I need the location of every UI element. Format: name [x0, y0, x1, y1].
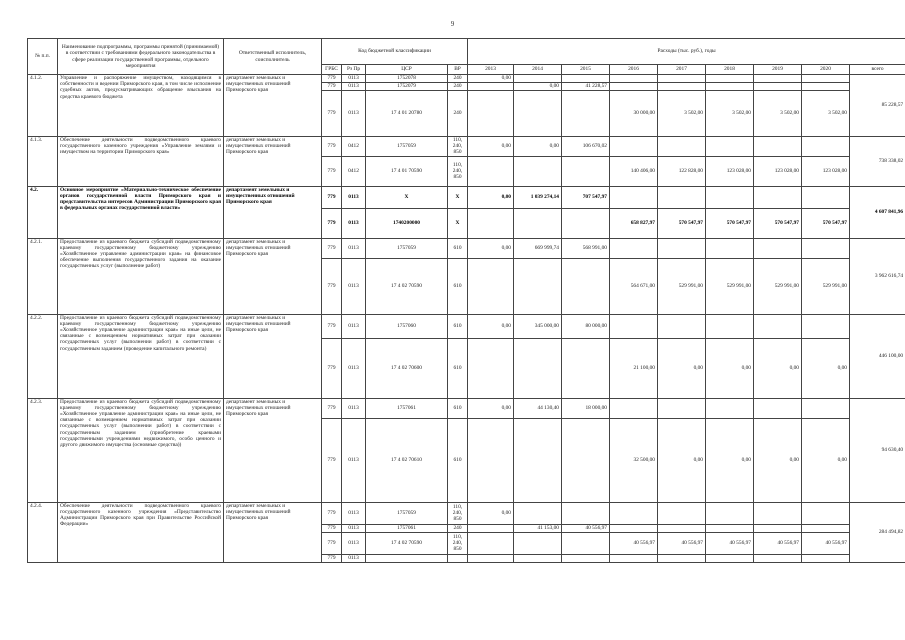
cell-year-2018: 3 502,00 [706, 91, 754, 137]
header-budget-code: Код бюджетной классификации [322, 39, 468, 65]
cell-year-2015 [562, 208, 610, 238]
cell-year-2018 [706, 554, 754, 562]
header-year-2019: 2019 [754, 65, 802, 75]
cell-year-2020: 0,00 [802, 418, 850, 502]
cell-year-2014 [514, 502, 562, 524]
row-total: 446 100,00 [850, 314, 905, 398]
cell-year-2019: 570 547,97 [754, 208, 802, 238]
cell-grbs: 779 [322, 91, 342, 137]
cell-year-2015: 41 228,57 [562, 83, 610, 91]
cell-year-2020: 123 028,00 [802, 156, 850, 186]
row-responsible: департамент земельных и имущественных отношений Приморского края [224, 75, 322, 137]
cell-vr: X [448, 208, 468, 238]
cell-year-2013: 0,00 [468, 398, 514, 418]
cell-year-2019: 529 991,00 [754, 258, 802, 314]
cell-year-2020 [802, 502, 850, 524]
cell-year-2016: 564 671,00 [610, 258, 658, 314]
cell-year-2013: 0,00 [468, 186, 514, 208]
cell-rzpr: 0113 [342, 554, 366, 562]
cell-year-2016 [610, 238, 658, 258]
header-csr: ЦСР [366, 65, 448, 75]
cell-year-2016 [610, 502, 658, 524]
cell-year-2017: 529 991,00 [658, 258, 706, 314]
cell-rzpr: 0113 [342, 418, 366, 502]
header-vr: ВР [448, 65, 468, 75]
cell-year-2020 [802, 554, 850, 562]
cell-year-2014: 345 000,00 [514, 314, 562, 338]
cell-vr: 610 [448, 238, 468, 258]
cell-year-2017: 122 828,00 [658, 156, 706, 186]
cell-year-2018 [706, 238, 754, 258]
cell-year-2020: 40 556,97 [802, 532, 850, 554]
cell-year-2014: 44 130,40 [514, 398, 562, 418]
cell-year-2017 [658, 238, 706, 258]
cell-year-2016: 32 500,00 [610, 418, 658, 502]
row-name: Обеспечение деятельности подведомственного краевого государственного казенного учреждения «Представительство Администрации Приморского края при Правительстве Российской Федерации» [58, 502, 224, 562]
row-responsible: департамент земельных и имущественных отношений Приморского края [224, 186, 322, 238]
row-name: Основное мероприятие «Материально-техническое обеспечение органов государственной власти Приморского края и представительства интересов Администрации Приморского края в федеральных органах государственной власти» [58, 186, 224, 238]
row-responsible: департамент земельных и имущественных отношений Приморского края [224, 137, 322, 187]
cell-year-2017 [658, 524, 706, 532]
header-year-2016: 2016 [610, 65, 658, 75]
row-total: 3 962 616,74 [850, 238, 905, 314]
cell-year-2015 [562, 75, 610, 83]
cell-year-2018 [706, 314, 754, 338]
cell-grbs: 779 [322, 398, 342, 418]
cell-year-2013 [468, 91, 514, 137]
cell-grbs: 779 [322, 238, 342, 258]
cell-year-2017: 570 547,97 [658, 208, 706, 238]
cell-year-2016: 30 000,00 [610, 91, 658, 137]
cell-year-2015 [562, 502, 610, 524]
cell-rzpr: 0113 [342, 532, 366, 554]
cell-csr: 1740200000 [366, 208, 448, 238]
cell-rzpr: 0113 [342, 186, 366, 208]
cell-year-2019 [754, 238, 802, 258]
cell-year-2016: 658 827,97 [610, 208, 658, 238]
row-name: Предоставление из краевого бюджета субсидий подведомственному краевому государственному бюджетному учреждению «Хозяйственное управление администрации края» на иные цели, не связанные с возмещением нормативных затрат при оказании государственных услуг (выполнении работ) в соответствии с государственным заданием (приобретение краевыми государственными учреждениями недвижимого, особо ценного и другого движимого имущества (основные средства)) [58, 398, 224, 502]
cell-grbs: 779 [322, 554, 342, 562]
header-year-2015: 2015 [562, 65, 610, 75]
cell-year-2014 [514, 91, 562, 137]
cell-year-2019: 0,00 [754, 338, 802, 398]
row-responsible: департамент земельных и имущественных отношений Приморского края [224, 314, 322, 398]
cell-year-2016: 21 100,00 [610, 338, 658, 398]
cell-year-2017: 0,00 [658, 418, 706, 502]
cell-csr: 17 4 01 20780 [366, 91, 448, 137]
row-number: 4.2.2. [28, 314, 58, 398]
cell-year-2017: 0,00 [658, 338, 706, 398]
cell-year-2018 [706, 83, 754, 91]
header-responsible: Ответственный исполнитель, соисполнитель [224, 39, 322, 75]
cell-grbs: 779 [322, 502, 342, 524]
cell-rzpr: 0412 [342, 137, 366, 157]
cell-csr: 17 4 01 70590 [366, 156, 448, 186]
cell-year-2013: 0,00 [468, 137, 514, 157]
cell-csr: 17 4 02 70600 [366, 338, 448, 398]
cell-year-2013 [468, 338, 514, 398]
cell-csr [366, 554, 448, 562]
cell-vr: 110, 240, 850 [448, 137, 468, 157]
cell-csr: 1757061 [366, 524, 448, 532]
cell-year-2013 [468, 532, 514, 554]
cell-rzpr: 0113 [342, 75, 366, 83]
row-number: 4.2.3. [28, 398, 58, 502]
cell-year-2019: 0,00 [754, 418, 802, 502]
cell-year-2014 [514, 532, 562, 554]
cell-year-2020 [802, 83, 850, 91]
cell-year-2015 [562, 418, 610, 502]
cell-year-2017: 3 502,00 [658, 91, 706, 137]
cell-vr [448, 554, 468, 562]
cell-year-2016 [610, 524, 658, 532]
cell-year-2017 [658, 502, 706, 524]
cell-year-2013: 0,00 [468, 314, 514, 338]
cell-csr: 17 4 02 70610 [366, 418, 448, 502]
cell-year-2016 [610, 137, 658, 157]
cell-year-2017 [658, 137, 706, 157]
cell-year-2019: 123 028,00 [754, 156, 802, 186]
cell-year-2016: 140 406,00 [610, 156, 658, 186]
cell-rzpr: 0113 [342, 208, 366, 238]
cell-year-2015 [562, 532, 610, 554]
header-rzpr: Рз Пр [342, 65, 366, 75]
cell-year-2018 [706, 186, 754, 208]
cell-grbs: 779 [322, 137, 342, 157]
cell-year-2019 [754, 502, 802, 524]
cell-year-2015 [562, 156, 610, 186]
cell-year-2018 [706, 524, 754, 532]
table-row [28, 75, 905, 83]
row-number: 4.2.4. [28, 502, 58, 562]
cell-year-2020: 570 547,97 [802, 208, 850, 238]
row-total: 284 494,82 [850, 502, 905, 562]
cell-year-2013: 0,00 [468, 75, 514, 83]
cell-year-2019 [754, 314, 802, 338]
row-total: 4 607 841,96 [850, 186, 905, 238]
cell-rzpr: 0113 [342, 83, 366, 91]
cell-csr: 1757059 [366, 502, 448, 524]
cell-year-2019: 3 502,00 [754, 91, 802, 137]
cell-year-2014: 0,00 [514, 137, 562, 157]
header-year-2018: 2018 [706, 65, 754, 75]
row-number: 4.1.3. [28, 137, 58, 187]
row-name: Предоставление из краевого бюджета субсидий подведомственному краевому государственному бюджетному учреждению «Хозяйственное управление администрации края» на финансовое обеспечение выполнения государственного задания на оказание государственных услуг (выполнение работ) [58, 238, 224, 314]
header-expenses: Расходы (тыс. руб.), годы [468, 39, 905, 65]
cell-year-2017 [658, 554, 706, 562]
cell-year-2014 [514, 418, 562, 502]
cell-vr: 610 [448, 398, 468, 418]
cell-year-2013 [468, 524, 514, 532]
cell-rzpr: 0113 [342, 524, 366, 532]
cell-year-2014: 669 999,74 [514, 238, 562, 258]
cell-year-2015: 568 991,00 [562, 238, 610, 258]
page-number: 9 [450, 20, 455, 28]
cell-rzpr: 0412 [342, 156, 366, 186]
cell-year-2017: 40 556,97 [658, 532, 706, 554]
table-row [28, 186, 905, 208]
cell-year-2013 [468, 83, 514, 91]
cell-year-2019 [754, 75, 802, 83]
cell-year-2014 [514, 554, 562, 562]
table-row [28, 502, 905, 524]
cell-year-2015 [562, 338, 610, 398]
cell-year-2018: 123 028,00 [706, 156, 754, 186]
cell-year-2017 [658, 75, 706, 83]
cell-rzpr: 0113 [342, 338, 366, 398]
cell-vr: 610 [448, 314, 468, 338]
cell-csr: 1757059 [366, 137, 448, 157]
cell-rzpr: 0113 [342, 91, 366, 137]
cell-year-2020 [802, 75, 850, 83]
cell-year-2014 [514, 156, 562, 186]
cell-grbs: 779 [322, 418, 342, 502]
table-row [28, 314, 905, 338]
cell-rzpr: 0113 [342, 258, 366, 314]
cell-year-2013 [468, 418, 514, 502]
cell-rzpr: 0113 [342, 502, 366, 524]
cell-year-2018: 0,00 [706, 418, 754, 502]
cell-year-2016 [610, 186, 658, 208]
cell-grbs: 779 [322, 83, 342, 91]
cell-year-2018 [706, 137, 754, 157]
cell-year-2019 [754, 398, 802, 418]
cell-grbs: 779 [322, 338, 342, 398]
cell-year-2013 [468, 554, 514, 562]
cell-year-2019 [754, 524, 802, 532]
cell-year-2017 [658, 186, 706, 208]
cell-year-2018 [706, 398, 754, 418]
cell-rzpr: 0113 [342, 398, 366, 418]
cell-csr: 17 4 02 70590 [366, 532, 448, 554]
cell-grbs: 779 [322, 75, 342, 83]
cell-year-2017 [658, 83, 706, 91]
cell-year-2019 [754, 186, 802, 208]
cell-year-2013 [468, 208, 514, 238]
cell-vr: X [448, 186, 468, 208]
budget-table [27, 38, 905, 563]
cell-year-2017 [658, 314, 706, 338]
cell-vr: 610 [448, 258, 468, 314]
cell-grbs: 779 [322, 156, 342, 186]
cell-year-2015: 18 000,00 [562, 398, 610, 418]
cell-year-2014: 0,00 [514, 83, 562, 91]
header-num: № п.п. [28, 39, 58, 75]
cell-vr: 110, 240, 850 [448, 156, 468, 186]
cell-csr: 1757059 [366, 238, 448, 258]
cell-year-2020: 0,00 [802, 338, 850, 398]
cell-csr: 17 4 02 70590 [366, 258, 448, 314]
row-total: 94 630,40 [850, 398, 905, 502]
header-grbs: ГРБС [322, 65, 342, 75]
header-name: Наименование подпрограммы, программы принятой (принимаемой) в соответствии с требованиями федерального законодательства в сфере реализации государственной программы, отдельного мероприятия [58, 39, 224, 75]
cell-year-2015: 707 547,97 [562, 186, 610, 208]
cell-year-2014 [514, 258, 562, 314]
cell-year-2020 [802, 314, 850, 338]
cell-vr: 110, 240, 850 [448, 532, 468, 554]
cell-year-2014: 1 039 274,14 [514, 186, 562, 208]
header-year-2017: 2017 [658, 65, 706, 75]
cell-year-2019 [754, 137, 802, 157]
cell-year-2020 [802, 238, 850, 258]
cell-year-2018 [706, 75, 754, 83]
cell-year-2015: 80 000,00 [562, 314, 610, 338]
cell-year-2014: 41 153,00 [514, 524, 562, 532]
cell-year-2014 [514, 338, 562, 398]
row-responsible: департамент земельных и имущественных отношений Приморского края [224, 238, 322, 314]
cell-vr: 240 [448, 75, 468, 83]
row-name: Обеспечение деятельности подведомственного краевого государственного казенного учреждения «Управление землями и имуществом на территории Приморского края» [58, 137, 224, 187]
cell-year-2014 [514, 208, 562, 238]
cell-csr: X [366, 186, 448, 208]
row-number: 4.2. [28, 186, 58, 238]
cell-year-2015 [562, 91, 610, 137]
cell-year-2016: 40 556,97 [610, 532, 658, 554]
cell-vr: 610 [448, 338, 468, 398]
cell-vr: 240 [448, 524, 468, 532]
cell-year-2016 [610, 83, 658, 91]
cell-year-2019 [754, 554, 802, 562]
header-year-2014: 2014 [514, 65, 562, 75]
cell-grbs: 779 [322, 524, 342, 532]
cell-year-2020: 529 991,00 [802, 258, 850, 314]
table-row [28, 238, 905, 258]
cell-year-2015 [562, 554, 610, 562]
cell-year-2019: 40 556,97 [754, 532, 802, 554]
cell-vr: 240 [448, 83, 468, 91]
cell-year-2015 [562, 258, 610, 314]
cell-year-2015: 40 556,97 [562, 524, 610, 532]
cell-year-2013: 0,00 [468, 238, 514, 258]
row-number: 4.1.2. [28, 75, 58, 137]
cell-vr: 110, 240, 850 [448, 502, 468, 524]
cell-grbs: 779 [322, 314, 342, 338]
table-row [28, 398, 905, 418]
cell-year-2013 [468, 156, 514, 186]
cell-year-2014 [514, 75, 562, 83]
cell-year-2013: 0,00 [468, 502, 514, 524]
cell-year-2020 [802, 524, 850, 532]
cell-grbs: 779 [322, 186, 342, 208]
cell-year-2015: 106 670,02 [562, 137, 610, 157]
cell-year-2020 [802, 137, 850, 157]
cell-year-2020: 3 502,00 [802, 91, 850, 137]
cell-rzpr: 0113 [342, 238, 366, 258]
row-total: 85 228,57 [850, 75, 905, 137]
cell-year-2020 [802, 186, 850, 208]
cell-year-2019 [754, 83, 802, 91]
cell-year-2016 [610, 314, 658, 338]
header-year-2013: 2013 [468, 65, 514, 75]
cell-year-2016 [610, 398, 658, 418]
cell-year-2013 [468, 258, 514, 314]
cell-year-2018: 529 991,00 [706, 258, 754, 314]
cell-year-2018: 0,00 [706, 338, 754, 398]
row-total: 738 338,02 [850, 137, 905, 187]
cell-grbs: 779 [322, 532, 342, 554]
cell-year-2016 [610, 75, 658, 83]
cell-year-2018: 570 547,97 [706, 208, 754, 238]
header-year-2020: 2020 [802, 65, 850, 75]
cell-vr: 240 [448, 91, 468, 137]
cell-vr: 610 [448, 418, 468, 502]
row-number: 4.2.1. [28, 238, 58, 314]
cell-csr: 1752078 [366, 75, 448, 83]
cell-rzpr: 0113 [342, 314, 366, 338]
cell-year-2016 [610, 554, 658, 562]
row-name: Предоставление из краевого бюджета субсидий подведомственному краевому государственному бюджетному учреждению «Хозяйственное управление администрации края» на иные цели, не связанные с возмещением нормативных затрат при оказании государственных услуг (выполнении работ) в соответствии с государственным заданием (проведение капитального ремонта) [58, 314, 224, 398]
cell-grbs: 779 [322, 258, 342, 314]
row-responsible: департамент земельных и имущественных отношений Приморского края [224, 398, 322, 502]
row-name: Управление и распоряжение имуществом, находящимся в собственности и ведении Приморского края, в том числе исполнение судебных актов, предусматривающих обращение взыскания на средства краевого бюджета [58, 75, 224, 137]
cell-grbs: 779 [322, 208, 342, 238]
cell-year-2020 [802, 398, 850, 418]
cell-csr: 1757061 [366, 398, 448, 418]
header-total: всего [850, 65, 905, 75]
cell-csr: 1752079 [366, 83, 448, 91]
row-responsible: департамент земельных и имущественных отношений Приморского края [224, 502, 322, 562]
cell-year-2017 [658, 398, 706, 418]
table-row [28, 137, 905, 157]
cell-year-2018 [706, 502, 754, 524]
cell-year-2018: 40 556,97 [706, 532, 754, 554]
cell-csr: 1757060 [366, 314, 448, 338]
